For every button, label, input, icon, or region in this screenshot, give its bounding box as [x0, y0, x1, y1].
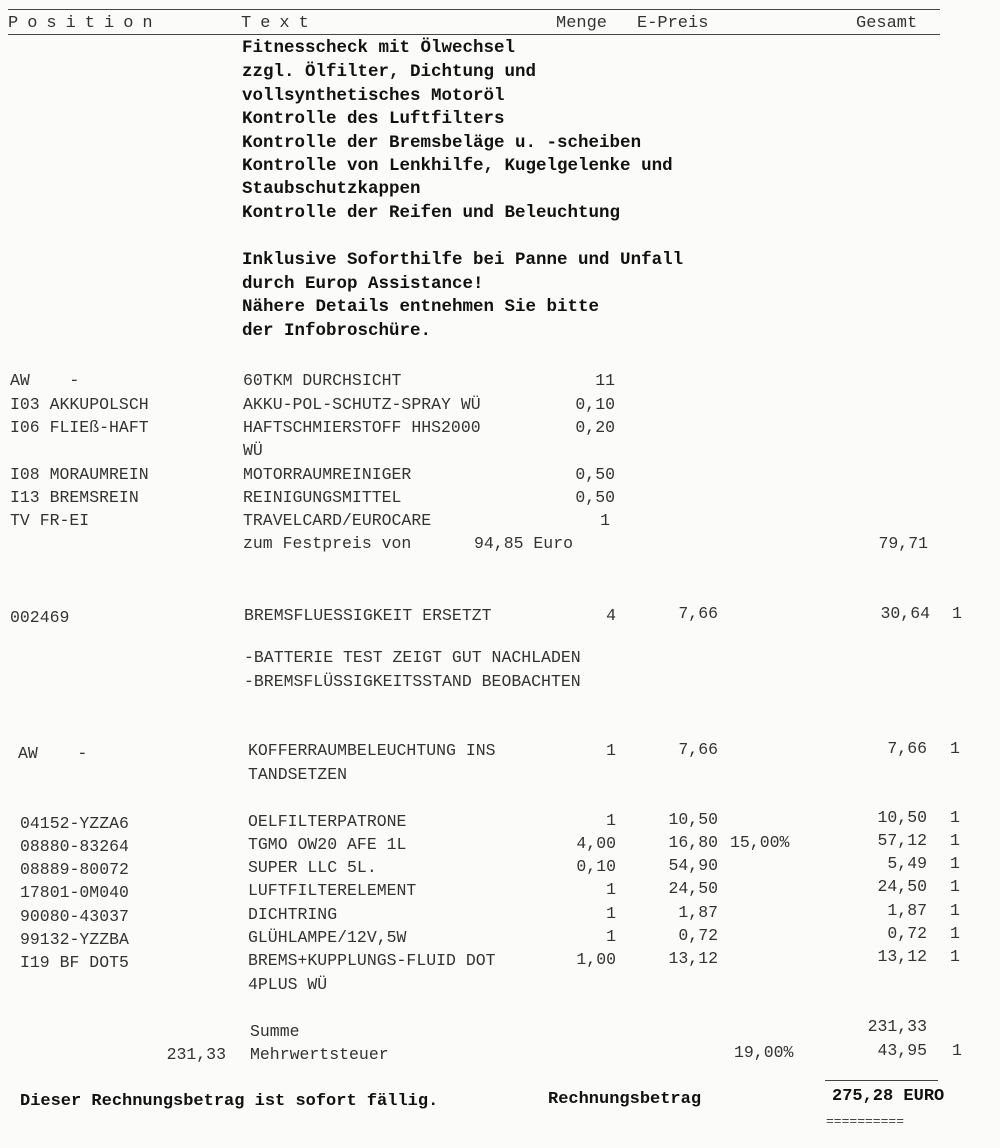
part-text: GLÜHLAMPE/12V,5W [248, 928, 407, 947]
invoice-amount: 275,28 EURO [832, 1087, 945, 1106]
part-text: LUFTFILTERELEMENT [248, 881, 417, 900]
part-epreis: 10,50 [668, 810, 718, 829]
item-menge: 0,50 [575, 465, 615, 484]
part-number: 08880-83264 [20, 837, 129, 856]
brake-fluid-menge: 4 [606, 606, 616, 625]
part-text: SUPER LLC 5L. [248, 858, 377, 877]
item-text: MOTORRAUMREINIGER [243, 465, 412, 484]
part-number: I19 BF DOT5 [20, 953, 129, 972]
header-text: Text [241, 14, 318, 33]
description-line: zzgl. Ölfilter, Dichtung und [242, 62, 537, 82]
total-rule [825, 1080, 938, 1081]
part-code: 1 [950, 924, 960, 943]
part-text: OELFILTERPATRONE [248, 812, 407, 831]
item-menge: 0,50 [575, 488, 615, 507]
summe-label: Summe [250, 1022, 300, 1041]
mwst-rate: 19,00% [734, 1043, 794, 1062]
invoice-amount-label: Rechnungsbetrag [548, 1090, 702, 1109]
trunk-light-position: AW - [18, 744, 88, 763]
part-number: 04152-YZZA6 [20, 814, 129, 833]
description-line: Inklusive Soforthilfe bei Panne und Unfall [242, 250, 684, 270]
part-number: 08889-80072 [20, 860, 129, 879]
description-line: Kontrolle von Lenkhilfe, Kugelgelenke und [242, 156, 673, 176]
description-line: Kontrolle der Reifen und Beleuchtung [242, 203, 621, 223]
part-rabatt: 15,00% [730, 833, 790, 852]
header-menge: Menge [556, 14, 608, 33]
part-gesamt: 1,87 [887, 901, 927, 920]
part-gesamt: 13,12 [877, 947, 927, 966]
item-menge: 0,10 [575, 395, 615, 414]
part-epreis: 54,90 [668, 856, 718, 875]
brake-fluid-position: 002469 [10, 608, 70, 627]
brake-fluid-code: 1 [952, 604, 962, 623]
part-menge: 1 [606, 904, 616, 923]
trunk-light-gesamt: 7,66 [887, 739, 927, 758]
item-text: TRAVELCARD/EUROCARE [243, 511, 432, 530]
part-gesamt: 24,50 [877, 877, 927, 896]
item-text: 60TKM DURCHSICHT [243, 371, 402, 390]
payment-due-note: Dieser Rechnungsbetrag ist sofort fällig. [20, 1092, 439, 1111]
part-epreis: 0,72 [678, 926, 718, 945]
part-epreis: 16,80 [668, 833, 718, 852]
header-epreis: E-Preis [637, 14, 709, 33]
part-code: 1 [950, 831, 960, 850]
part-number: 17801-0M040 [20, 883, 129, 902]
trunk-light-code: 1 [950, 739, 960, 758]
description-line: Nähere Details entnehmen Sie bitte [242, 297, 600, 317]
item-menge: 1 [600, 511, 610, 530]
festpreis-amount: 94,85 Euro [474, 534, 574, 553]
part-code: 1 [950, 901, 960, 920]
part-text: TGMO OW20 AFE 1L [248, 835, 407, 854]
mwst-code: 1 [952, 1041, 962, 1060]
part-menge: 0,10 [576, 857, 616, 876]
part-epreis: 24,50 [668, 879, 718, 898]
part-code: 1 [950, 808, 960, 827]
header-top-rule [8, 9, 940, 10]
description-line: der Infobroschüre. [242, 321, 432, 341]
item-position: I03 AKKUPOLSCH [10, 395, 149, 414]
trunk-light-epreis: 7,66 [678, 740, 718, 759]
description-line: durch Europ Assistance! [242, 274, 484, 294]
note-line: -BREMSFLÜSSIGKEITSSTAND BEOBACHTEN [244, 672, 581, 691]
part-menge: 1 [606, 880, 616, 899]
mwst-label: Mehrwertsteuer [250, 1045, 389, 1064]
part-gesamt: 0,72 [887, 924, 927, 943]
item-position: TV FR-EI [10, 511, 90, 530]
description-line: Kontrolle der Bremsbeläge u. -scheiben [242, 133, 642, 153]
part-menge: 4,00 [576, 834, 616, 853]
part-code: 1 [950, 877, 960, 896]
trunk-light-menge: 1 [606, 741, 616, 760]
description-line: vollsynthetisches Motoröl [242, 86, 505, 106]
part-text: DICHTRING [248, 905, 338, 924]
item-position: I06 FLIEß-HAFT [10, 418, 149, 437]
description-line: Staubschutzkappen [242, 179, 421, 199]
festpreis-label: zum Festpreis von [243, 534, 412, 553]
item-position: I08 MORAUMREIN [10, 465, 149, 484]
mwst-base: 231,33 [166, 1045, 226, 1064]
part-gesamt: 10,50 [877, 808, 927, 827]
item-position: AW - [10, 371, 80, 390]
header-position: Position [8, 14, 162, 33]
double-underline: ========== [826, 1114, 905, 1129]
item-text-continued: WÜ [243, 441, 263, 460]
summe-value: 231,33 [867, 1017, 927, 1036]
description-line: Kontrolle des Luftfilters [242, 109, 505, 129]
part-number: 99132-YZZBA [20, 930, 129, 949]
brake-fluid-epreis: 7,66 [678, 604, 718, 623]
header-gesamt: Gesamt [856, 14, 918, 33]
trunk-light-text-continued: TANDSETZEN [248, 765, 348, 784]
item-text: HAFTSCHMIERSTOFF HHS2000 [243, 418, 481, 437]
part-gesamt: 5,49 [887, 854, 927, 873]
part-menge: 1 [606, 811, 616, 830]
part-gesamt: 57,12 [877, 831, 927, 850]
part-epreis: 13,12 [668, 949, 718, 968]
part-code: 1 [950, 854, 960, 873]
trunk-light-text: KOFFERRAUMBELEUCHTUNG INS [248, 741, 496, 760]
festpreis-gesamt: 79,71 [878, 534, 928, 553]
brake-fluid-text: BREMSFLUESSIGKEIT ERSETZT [244, 606, 492, 625]
part-menge: 1 [606, 927, 616, 946]
item-menge: 11 [595, 371, 615, 390]
part-text: BREMS+KUPPLUNGS-FLUID DOT [248, 951, 496, 970]
brake-fluid-gesamt: 30,64 [880, 604, 930, 623]
item-text: AKKU-POL-SCHUTZ-SPRAY WÜ [243, 395, 481, 414]
part-text-continued: 4PLUS WÜ [248, 975, 328, 994]
item-text: REINIGUNGSMITTEL [243, 488, 402, 507]
part-number: 90080-43037 [20, 907, 129, 926]
item-menge: 0,20 [575, 418, 615, 437]
note-line: -BATTERIE TEST ZEIGT GUT NACHLADEN [244, 648, 581, 667]
item-position: I13 BREMSREIN [10, 488, 139, 507]
part-epreis: 1,87 [678, 903, 718, 922]
part-menge: 1,00 [576, 950, 616, 969]
description-line: Fitnesscheck mit Ölwechsel [242, 38, 516, 58]
header-rule [8, 34, 940, 35]
mwst-value: 43,95 [877, 1041, 927, 1060]
part-code: 1 [950, 947, 960, 966]
